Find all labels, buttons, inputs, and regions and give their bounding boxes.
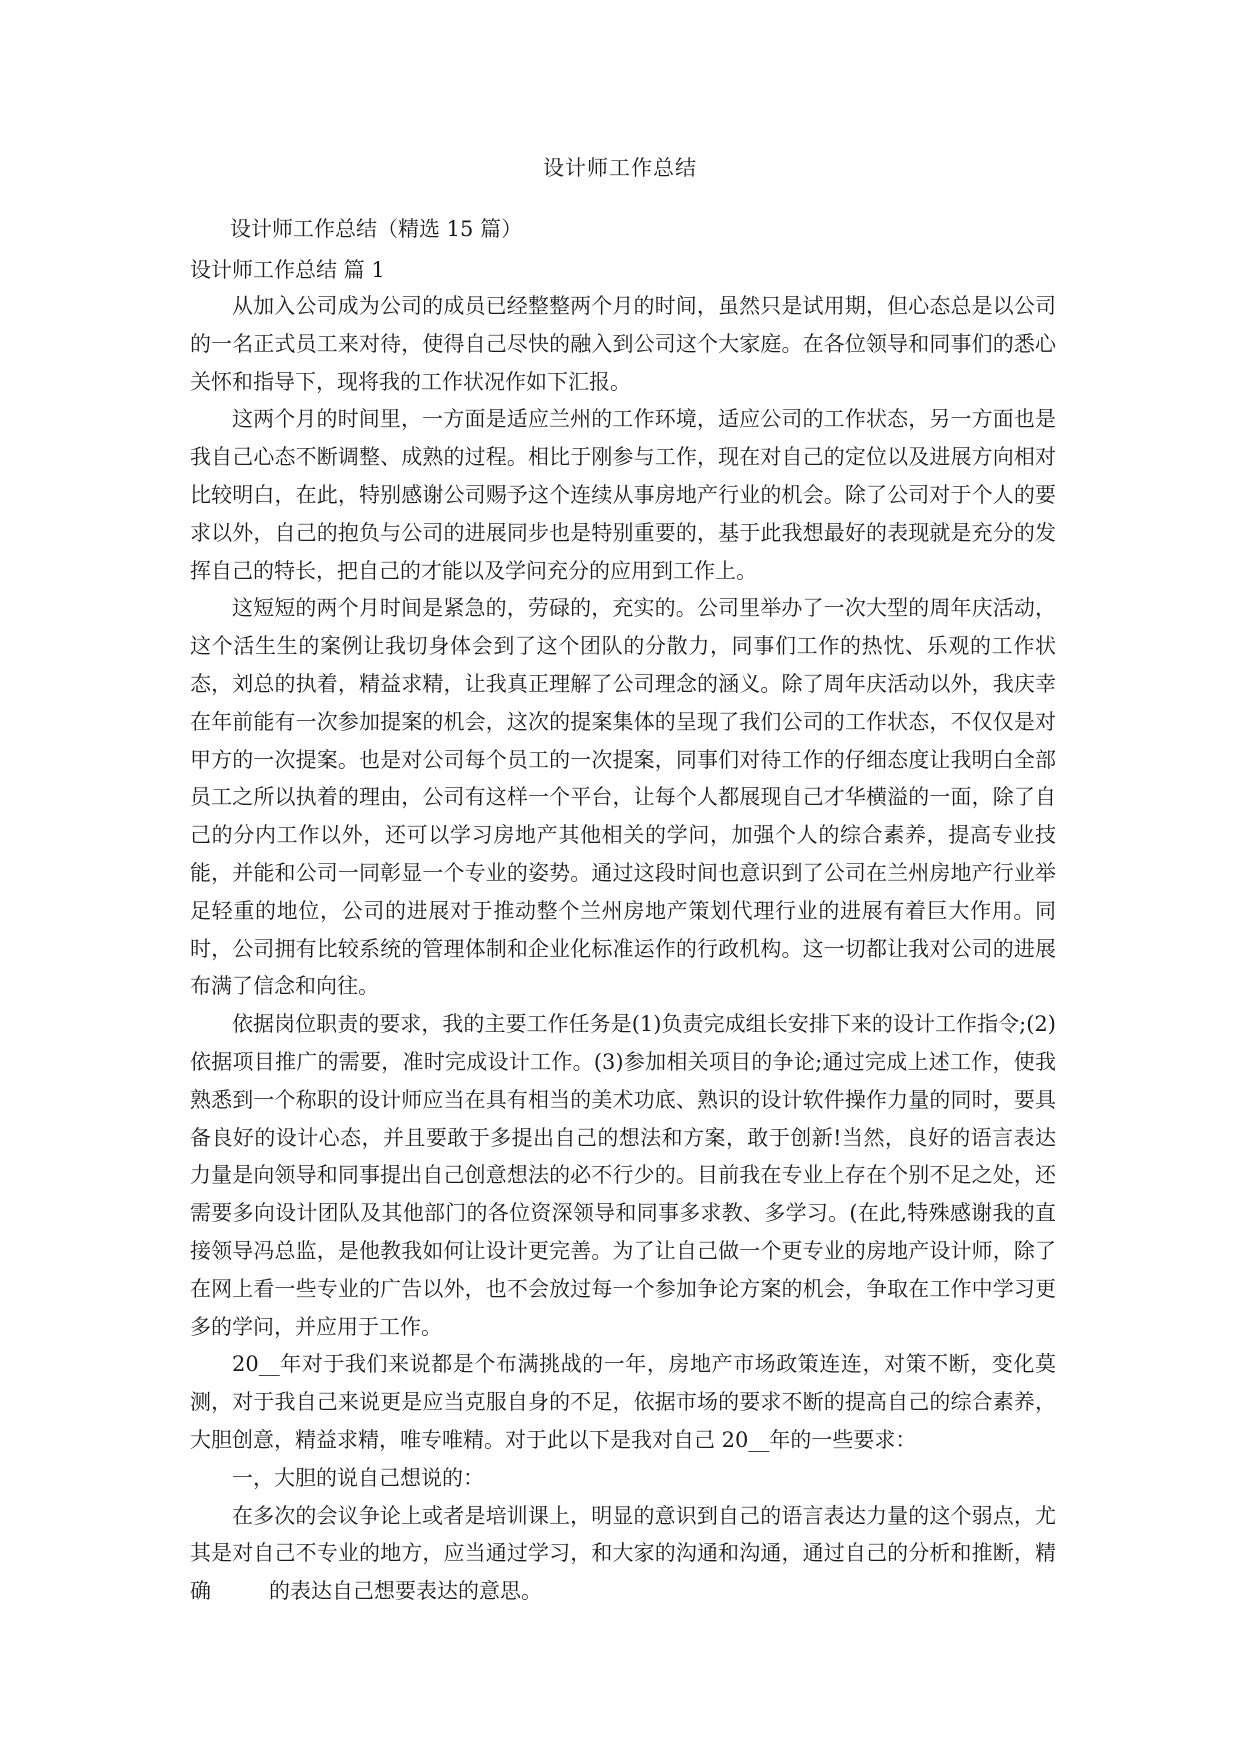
body-text [190, 288, 1056, 1611]
paragraph-last-head: 在多次的会议争论上或者是培训课上，明显的意识到自己的语言表达力量的这个弱点，尤其是对自己不专业的地方，应当通过学习，和大家的沟通和沟通，通过自己的分析和推断，精确 [190, 1503, 1056, 1604]
paragraph-last-tail: 的表达自己想要表达的意思。 [269, 1579, 542, 1604]
document-title: 设计师工作总结 [543, 156, 697, 180]
paragraph: 这短短的两个月时间是紧急的，劳碌的，充实的。公司里举办了一次大型的周年庆活动，这个活生生的案例让我切身体会到了这个团队的分散力，同事们工作的热忱、乐观的工作状态，刘总的执着，精益求精，让我真正理解了公司理念的涵义。除了周年庆活动以外，我庆幸在年前能有一次参加提案的机会，这次的提案集体的呈现了我们公司的工作状态，不仅仅是对甲方的一次提案。也是对公司每个员工的一次提案，同事们对待工作的仔细态度让我明白全部员工之所以执着的理由，公司有这样一个平台，让每个人都展现自己才华横溢的一面，除了自己的分内工作以外，还可以学习房地产其他相关的学问，加强个人的综合素养，提高专业技能，并能和公司一同彰显一个专业的姿势。通过这段时间也意识到了公司在兰州房地产行业举足轻重的地位，公司的进展对于推动整个兰州房地产策划代理行业的进展有着巨大作用。同时，公司拥有比较系统的管理体制和企业化标准运作的行政机构。这一切都让我对公司的进展布满了信念和向往。 [190, 596, 1056, 999]
paragraph: 依据岗位职责的要求，我的主要工作任务是(1)负责完成组长安排下来的设计工作指令;(2)依据项目推广的需要，准时完成设计工作。(3)参加相关项目的争论;通过完成上述工作，使我熟悉到一个称职的设计师应当在具有相当的美术功底、熟识的设计软件操作力量的同时，要具备良好的设计心态，并且要敢于多提出自己的想法和方案，敢于创新!当然，良好的语言表达力量是向领导和同事提出自己创意想法的必不行少的。目前我在专业上存在个别不足之处，还需要多向设计团队及其他部门的各位资深领导和同事多求教、多学习。(在此,特殊感谢我的直接领导冯总监，是他教我如何让设计更完善。为了让自己做一个更专业的房地产设计师，除了在网上看一些专业的广告以外，也不会放过每一个参加争论方案的机会，争取在工作中学习更多的学问，并应用于工作。 [190, 1012, 1056, 1339]
paragraph: 从加入公司成为公司的成员已经整整两个月的时间，虽然只是试用期，但心态总是以公司的一名正式员工来对待，使得自己尽快的融入到公司这个大家庭。在各位领导和同事们的悉心关怀和指导下，现将我的工作状况作如下汇报。 [190, 294, 1056, 394]
paragraph: 这两个月的时间里，一方面是适应兰州的工作环境，适应公司的工作状态，另一方面也是我自己心态不断调整、成熟的过程。相比于刚参与工作，现在对自己的定位以及进展方向相对比较明白，在此，特别感谢公司赐予这个连续从事房地产行业的机会。除了公司对于个人的要求以外，自己的抱负与公司的进展同步也是特别重要的，基于此我想最好的表现就是充分的发挥自己的特长，把自己的才能以及学问充分的应用到工作上。 [190, 407, 1056, 583]
paragraph: 一，大胆的说自己想说的： [232, 1465, 484, 1490]
paragraph: 20__年对于我们来说都是个布满挑战的一年，房地产市场政策连连，对策不断，变化莫测，对于我自己来说更是应当克服自身的不足，依据市场的要求不断的提高自己的综合素养，大胆创意，精益求精，唯专唯精。对于此以下是我对自己 20__年的一些要求： [190, 1352, 1056, 1452]
paragraph-last [190, 1498, 1056, 1611]
document-subtitle: 设计师工作总结（精选 15 篇） [230, 217, 523, 241]
section-heading: 设计师工作总结 篇 1 [190, 258, 385, 282]
